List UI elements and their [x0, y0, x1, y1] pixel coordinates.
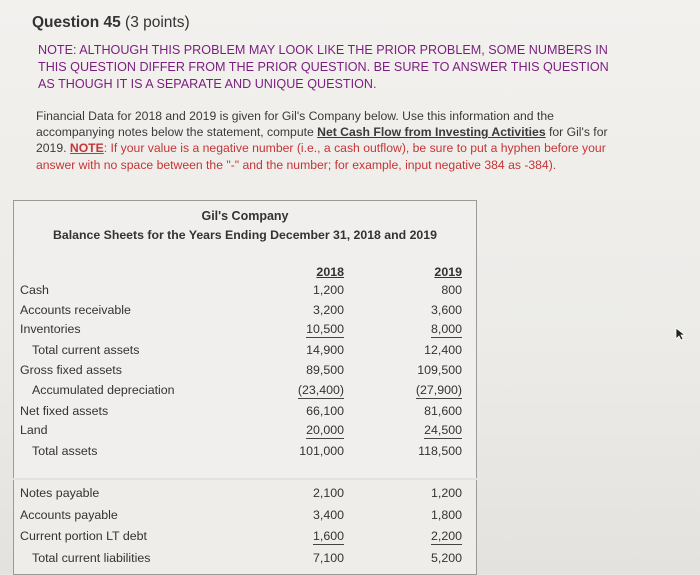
question-number: Question 45 [32, 14, 121, 31]
table-row [14, 363, 474, 383]
row-label: Notes payable [20, 486, 100, 500]
row-value-2019: 118,500 [418, 444, 462, 458]
row-value-2018: 14,900 [306, 343, 344, 357]
row-label: Total current liabilities [32, 551, 151, 565]
row-label: Inventories [20, 322, 81, 336]
intro-part2: for Gil's for 2019. [36, 125, 608, 156]
question-instructions [36, 108, 626, 173]
intro-negative-note [36, 141, 606, 171]
row-value-2018: 1,600 [312, 529, 344, 543]
year-2019-header: 2019 [434, 265, 462, 279]
row-value-2019: 3,600 [430, 303, 462, 317]
table-row [14, 404, 474, 424]
row-value-2018: 3,200 [312, 303, 344, 317]
question-points: (3 points) [125, 14, 190, 31]
table-header-row [14, 265, 474, 285]
row-value-2019: 5,200 [430, 551, 462, 565]
liabilities-table [13, 480, 477, 575]
table-subtitle: Balance Sheets for the Years Ending December 31, 2018 and 2019 [53, 228, 437, 242]
row-value-2019: 2,200 [430, 529, 462, 543]
mouse-cursor-icon [675, 327, 687, 341]
row-value-2019: 800 [441, 283, 462, 297]
table-row [14, 343, 474, 363]
row-label: Gross fixed assets [20, 363, 122, 377]
row-value-2019: 81,600 [424, 404, 462, 418]
row-value-2018: 101,000 [299, 444, 344, 458]
table-row [14, 508, 474, 528]
row-label: Total current assets [32, 343, 140, 357]
intro-emphasis: Net Cash Flow from Investing Activities [317, 125, 546, 140]
table-company-name: Gil's Company [201, 209, 289, 223]
row-label: Accumulated depreciation [32, 383, 175, 397]
table-row [14, 529, 474, 549]
row-label: Net fixed assets [20, 404, 109, 418]
intro-note-label: NOTE [69, 141, 104, 156]
table-row [14, 551, 474, 571]
row-value-2018: 89,500 [306, 363, 344, 377]
table-row [14, 322, 474, 342]
row-value-2018: 10,500 [306, 322, 344, 336]
row-value-2019: 109,500 [417, 363, 462, 377]
table-row [14, 303, 474, 323]
row-value-2019: (27,900) [415, 383, 462, 397]
year-2018-header: 2018 [316, 265, 344, 279]
intro-note-text: : If your value is a negative number (i.e., a cash outflow), be sure to put a hyphen before your answer with no space between the "-" and the number; for example, input negative 384 as -384). [36, 141, 606, 172]
table-row [14, 444, 474, 464]
row-value-2018: 3,400 [312, 508, 344, 522]
row-value-2019: 1,200 [430, 486, 462, 500]
row-label: Cash [20, 283, 49, 297]
row-value-2018: 66,100 [306, 404, 344, 418]
balance-sheet-table [13, 200, 477, 482]
table-row [14, 383, 474, 403]
row-label: Accounts receivable [20, 303, 131, 317]
row-value-2019: 24,500 [424, 423, 462, 437]
row-label: Current portion LT debt [20, 529, 147, 543]
intro-part1: Financial Data for 2018 and 2019 is given for Gil's Company below. Use this information and the accompanying notes below the statement, compute [36, 109, 554, 140]
row-value-2018: 7,100 [312, 551, 344, 565]
table-row [14, 423, 474, 443]
question-note: NOTE: ALTHOUGH THIS PROBLEM MAY LOOK LIKE THE PRIOR PROBLEM, SOME NUMBERS IN THIS QUESTION DIFFER FROM THE PRIOR QUESTION. BE SURE TO ANSWER THIS QUESTION AS THOUGH IT IS A SEPARATE AND UNIQUE QUESTION. [38, 43, 609, 91]
table-row [14, 283, 474, 303]
row-value-2019: 12,400 [424, 343, 462, 357]
row-value-2019: 1,800 [430, 508, 462, 522]
table-row [14, 486, 474, 506]
row-label: Total assets [32, 444, 98, 458]
row-value-2018: (23,400) [297, 383, 344, 397]
row-label: Land [20, 423, 48, 437]
row-value-2018: 1,200 [312, 283, 344, 297]
row-value-2018: 20,000 [306, 423, 344, 437]
question-title [32, 14, 190, 32]
row-value-2018: 2,100 [312, 486, 344, 500]
row-label: Accounts payable [20, 508, 118, 522]
row-value-2019: 8,000 [430, 322, 462, 336]
